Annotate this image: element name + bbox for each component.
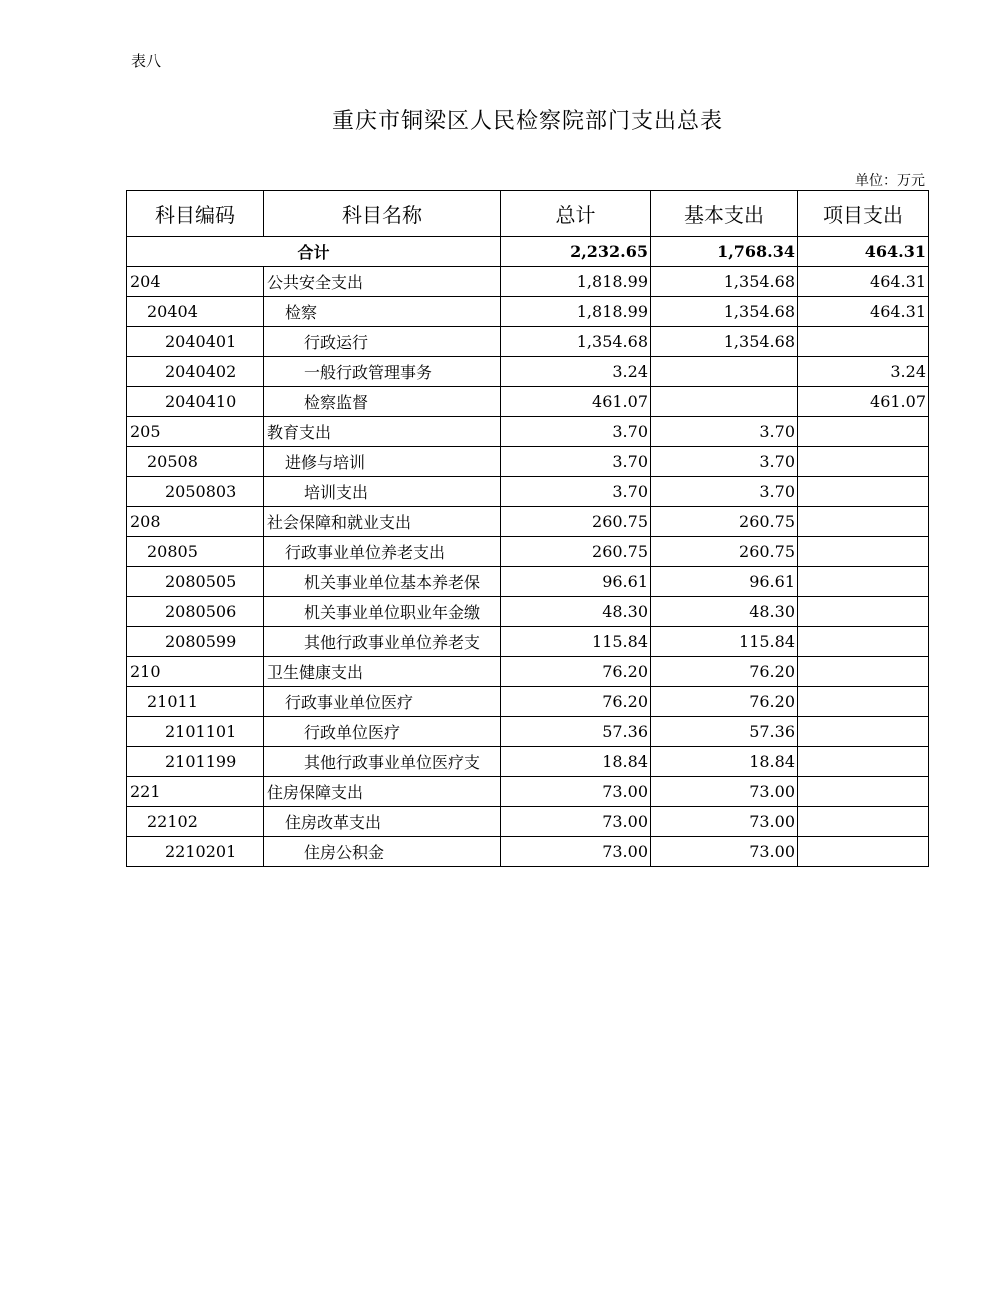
row-project — [798, 807, 929, 837]
expenditure-table — [126, 190, 929, 867]
total-label: 合计 — [127, 237, 501, 267]
row-basic: 57.36 — [651, 717, 798, 747]
row-basic: 76.20 — [651, 657, 798, 687]
table-row — [127, 297, 929, 327]
row-total: 76.20 — [501, 657, 651, 687]
total-total: 2,232.65 — [501, 237, 651, 267]
row-name: 公共安全支出 — [264, 267, 501, 297]
row-name: 行政事业单位医疗 — [264, 687, 501, 717]
row-basic: 48.30 — [651, 597, 798, 627]
row-total: 73.00 — [501, 777, 651, 807]
row-total: 96.61 — [501, 567, 651, 597]
table-row — [127, 537, 929, 567]
row-total: 461.07 — [501, 387, 651, 417]
table-row — [127, 567, 929, 597]
row-basic: 3.70 — [651, 417, 798, 447]
total-basic: 1,768.34 — [651, 237, 798, 267]
row-code: 2040401 — [127, 327, 264, 357]
row-total: 3.24 — [501, 357, 651, 387]
row-basic: 1,354.68 — [651, 297, 798, 327]
total-project: 464.31 — [798, 237, 929, 267]
row-project — [798, 687, 929, 717]
row-name: 其他行政事业单位养老支 — [264, 627, 501, 657]
row-code: 2080599 — [127, 627, 264, 657]
row-code: 208 — [127, 507, 264, 537]
row-code: 2050803 — [127, 477, 264, 507]
row-total: 1,354.68 — [501, 327, 651, 357]
table-row — [127, 747, 929, 777]
row-total: 18.84 — [501, 747, 651, 777]
row-basic: 18.84 — [651, 747, 798, 777]
row-basic: 260.75 — [651, 507, 798, 537]
row-name: 机关事业单位职业年金缴 — [264, 597, 501, 627]
row-total: 3.70 — [501, 447, 651, 477]
row-code: 2101199 — [127, 747, 264, 777]
row-name: 进修与培训 — [264, 447, 501, 477]
row-basic: 73.00 — [651, 807, 798, 837]
table-row — [127, 657, 929, 687]
row-code: 2210201 — [127, 837, 264, 867]
row-name: 住房保障支出 — [264, 777, 501, 807]
header-name: 科目名称 — [264, 191, 501, 237]
header-total: 总计 — [501, 191, 651, 237]
row-total: 76.20 — [501, 687, 651, 717]
table-row — [127, 267, 929, 297]
row-project — [798, 747, 929, 777]
table-row — [127, 357, 929, 387]
row-project: 464.31 — [798, 267, 929, 297]
row-project: 464.31 — [798, 297, 929, 327]
table-row — [127, 417, 929, 447]
row-total: 48.30 — [501, 597, 651, 627]
table-row — [127, 627, 929, 657]
row-basic: 115.84 — [651, 627, 798, 657]
row-name: 一般行政管理事务 — [264, 357, 501, 387]
table-row — [127, 447, 929, 477]
row-name: 检察 — [264, 297, 501, 327]
row-project — [798, 597, 929, 627]
row-basic: 260.75 — [651, 537, 798, 567]
row-total: 1,818.99 — [501, 297, 651, 327]
table-row — [127, 597, 929, 627]
row-code: 2040410 — [127, 387, 264, 417]
row-code: 210 — [127, 657, 264, 687]
table-row — [127, 807, 929, 837]
row-code: 2101101 — [127, 717, 264, 747]
row-basic — [651, 387, 798, 417]
table-row — [127, 387, 929, 417]
row-project: 461.07 — [798, 387, 929, 417]
page-title: 重庆市铜梁区人民检察院部门支出总表 — [331, 109, 723, 134]
row-total: 3.70 — [501, 417, 651, 447]
row-total: 260.75 — [501, 507, 651, 537]
row-code: 22102 — [127, 807, 264, 837]
header-row — [127, 191, 929, 237]
row-project — [798, 627, 929, 657]
table-row — [127, 477, 929, 507]
row-code: 20404 — [127, 297, 264, 327]
row-basic: 3.70 — [651, 447, 798, 477]
row-code: 221 — [127, 777, 264, 807]
table-row — [127, 507, 929, 537]
row-total: 57.36 — [501, 717, 651, 747]
row-code: 20805 — [127, 537, 264, 567]
row-name: 住房改革支出 — [264, 807, 501, 837]
row-total: 1,818.99 — [501, 267, 651, 297]
row-name: 行政单位医疗 — [264, 717, 501, 747]
row-project — [798, 417, 929, 447]
row-total: 73.00 — [501, 837, 651, 867]
row-total: 3.70 — [501, 477, 651, 507]
row-name: 机关事业单位基本养老保 — [264, 567, 501, 597]
row-basic: 96.61 — [651, 567, 798, 597]
header-basic: 基本支出 — [651, 191, 798, 237]
row-basic: 1,354.68 — [651, 327, 798, 357]
row-total: 115.84 — [501, 627, 651, 657]
row-basic: 73.00 — [651, 777, 798, 807]
table-row — [127, 837, 929, 867]
row-name: 培训支出 — [264, 477, 501, 507]
row-project — [798, 507, 929, 537]
row-project — [798, 657, 929, 687]
row-code: 2080506 — [127, 597, 264, 627]
row-code: 205 — [127, 417, 264, 447]
row-name: 社会保障和就业支出 — [264, 507, 501, 537]
row-basic: 76.20 — [651, 687, 798, 717]
row-project: 3.24 — [798, 357, 929, 387]
unit-label: 单位：万元 — [855, 173, 925, 189]
row-name: 教育支出 — [264, 417, 501, 447]
row-project — [798, 717, 929, 747]
row-total: 73.00 — [501, 807, 651, 837]
row-name: 住房公积金 — [264, 837, 501, 867]
row-basic: 1,354.68 — [651, 267, 798, 297]
table-row — [127, 777, 929, 807]
row-name: 卫生健康支出 — [264, 657, 501, 687]
row-code: 2040402 — [127, 357, 264, 387]
table-row — [127, 327, 929, 357]
row-code: 21011 — [127, 687, 264, 717]
row-code: 20508 — [127, 447, 264, 477]
row-basic: 3.70 — [651, 477, 798, 507]
total-row — [127, 237, 929, 267]
row-project — [798, 327, 929, 357]
row-project — [798, 777, 929, 807]
row-project — [798, 837, 929, 867]
row-name: 其他行政事业单位医疗支 — [264, 747, 501, 777]
row-code: 204 — [127, 267, 264, 297]
row-name: 行政运行 — [264, 327, 501, 357]
row-basic — [651, 357, 798, 387]
row-total: 260.75 — [501, 537, 651, 567]
row-name: 行政事业单位养老支出 — [264, 537, 501, 567]
row-project — [798, 477, 929, 507]
row-code: 2080505 — [127, 567, 264, 597]
row-project — [798, 447, 929, 477]
header-code: 科目编码 — [127, 191, 264, 237]
table-number-label: 表八 — [131, 52, 162, 70]
row-project — [798, 567, 929, 597]
row-name: 检察监督 — [264, 387, 501, 417]
row-project — [798, 537, 929, 567]
row-basic: 73.00 — [651, 837, 798, 867]
header-project: 项目支出 — [798, 191, 929, 237]
table-row — [127, 717, 929, 747]
table-row — [127, 687, 929, 717]
